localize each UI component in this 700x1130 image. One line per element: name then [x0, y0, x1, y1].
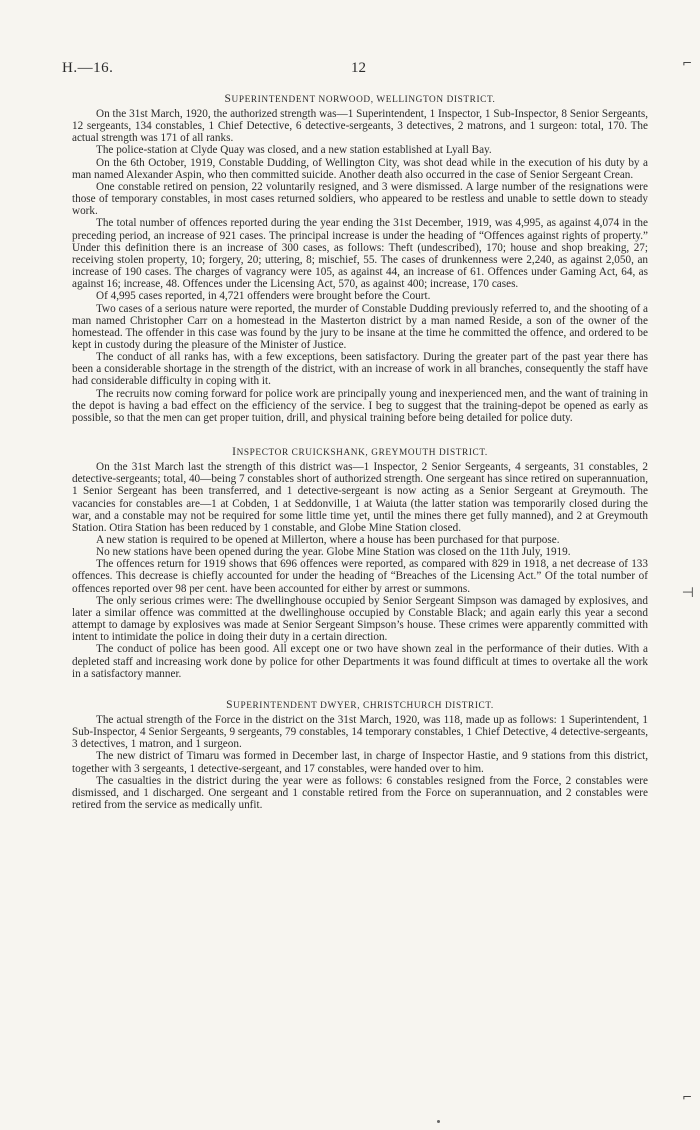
- paragraph: A new station is required to be opened at Millerton, where a house has been purchased for that purpose.: [96, 534, 560, 546]
- paragraph: The new district of Timaru was formed in December last, in charge of Inspector Hastie, and 9 stations from this district, together with 3 sergeants, 1 detective-sergeant, and 17 constables, were handed over to him.: [72, 750, 648, 775]
- margin-mark-icon: ⌐: [681, 56, 692, 70]
- paragraph: Of 4,995 cases reported, in 4,721 offenders were brought before the Court.: [96, 290, 431, 303]
- paragraph: The offences return for 1919 shows that 696 offences were reported, as compared with 829 in 1918, a net decrease of 133 offences. This decrease is chiefly accounted for under the heading of “Breaches of the Licensing Act.” Of the total number of offences reported over 98 per cent. have been accounted for either by arrest or summons.: [72, 558, 648, 595]
- section-christchurch: [72, 699, 648, 811]
- paragraph: The only serious crimes were: The dwellinghouse occupied by Senior Sergeant Simpson was damaged by explosives, and later a similar offence was committed at the dwellinghouse occupied by Constable Black; and again early this year a second attempt to damage by explosives was made at Senior Sergeant Simpson’s house. These crimes were apparently committed with intent to intimidate the police in doing their duty in a certain direction.: [72, 594, 648, 644]
- paragraph: The actual strength of the Force in the district on the 31st March, 1920, was 118, made up as follows: 1 Superintendent, 1 Sub-Inspector, 4 Senior Sergeants, 9 sergeants, 79 constables, 14 temporary constables, 1 Chief Detective, 4 detective-sergeants, 3 detectives, 1 matron, and 1 surgeon.: [72, 713, 648, 751]
- section-wellington: [72, 93, 648, 424]
- paragraph: One constable retired on pension, 22 voluntarily resigned, and 3 were dismissed. A large number of the resignations were those of temporary constables, in most cases returned soldiers, who appeared to be restless and unable to settle down to steady work.: [72, 180, 648, 218]
- section-heading: SUPERINTENDENT NORWOOD, WELLINGTON DISTRICT.: [224, 93, 496, 105]
- paragraph: The conduct of all ranks has, with a few exceptions, been satisfactory. During the greater part of the past year there has been a considerable shortage in the strength of the district, with an increase of work in all branches, consequently the staff have had considerable difficulty in coping with it.: [72, 351, 648, 388]
- paragraph: On the 31st March, 1920, the authorized strength was—1 Superintendent, 1 Inspector, 1 Sub-Inspector, 8 Senior Sergeants, 12 sergeants, 134 constables, 1 Chief Detective, 6 detective-sergeants, 3 detectives, 2 matrons, and 1 surgeon: total, 170. The actual strength was 171 of all ranks.: [72, 108, 648, 145]
- paragraph: The police-station at Clyde Quay was closed, and a new station established at Lyall Bay.: [96, 144, 492, 157]
- report-body: [72, 93, 648, 833]
- section-heading: INSPECTOR CRUICKSHANK, GREYMOUTH DISTRICT.: [232, 446, 488, 459]
- section-heading: SUPERINTENDENT DWYER, CHRISTCHURCH DISTRICT.: [226, 698, 494, 711]
- paragraph: Two cases of a serious nature were reported, the murder of Constable Dudding previously referred to, and the shooting of a man named Christopher Carr on a homestead in the Masterton district by a man named Reside, a son of the owner of the homestead. The offender in this case was found by the jury to be insane at the time he committed the offence, and ordered to be kept in custody during the pleasure of the Minister of Justice.: [72, 302, 648, 351]
- page-number: 12: [351, 60, 366, 76]
- paragraph: The casualties in the district during the year were as follows: 6 constables resigned from the Force, 2 constables were dismissed, and 1 discharged. One sergeant and 1 constable retired from the Force on superannuation, and 2 constables were retired from the service as medically unfit.: [72, 774, 648, 811]
- margin-mark-icon: ⊣: [681, 585, 694, 601]
- section-greymouth: [72, 446, 648, 680]
- paragraph: The total number of offences reported during the year ending the 31st December, 1919, was 4,995, as against 4,074 in the preceding period, an increase of 921 cases. The principal increase is under the heading of “Offences against rights of property.” Under this definition there is an increase of 300 cases, as follows: Theft (undescribed), 170; house and shop breaking, 27; receiving stolen property, 10; forgery, 20; uttering, 8; mischief, 55. The cases of drunkenness were 2,240, as against 2,050, an increase of 190 cases. The charges of vagrancy were 105, as against 44, an increase of 61. Offences under Gaming Act, 64, as against 16; increase, 48. Offences under the Licensing Act, 570, as against 400; increase, 170 cases.: [72, 217, 648, 291]
- paragraph: On the 31st March last the strength of this district was—1 Inspector, 2 Senior Sergeants, 4 sergeants, 31 constables, 2 detective-sergeants; total, 40—being 7 constables short of authorized strength. One sergeant has since retired on superannuation, 1 Senior Sergeant has been transferred, and 1 detective-sergeant is now acting as a Senior Sergeant at Greymouth. The vacancies for constables are—1 at Cobden, 1 at Seddonville, 1 at Waiuta (the latter station was temporarily closed during the war, and a constable may not be required for some little time yet, until the mines there get fully manned), and 2 at Greymouth Station. Otira Station has been reduced by 1 constable, and Globe Mine Station closed.: [72, 461, 648, 534]
- margin-mark-icon: ⌐: [681, 1090, 692, 1104]
- paragraph: On the 6th October, 1919, Constable Dudding, of Wellington City, was shot dead while in the execution of his duty by a man named Alexander Aspin, who then committed suicide. Another death also occurred in the case of Senior Sergeant Crean.: [72, 156, 648, 181]
- ink-speck: [437, 1120, 440, 1123]
- paragraph: The recruits now coming forward for police work are principally young and inexperienced men, and the want of training in the depot is having a bad effect on the efficiency of the service. I beg to suggest that the training-depot be opened as early as possible, so that the men can get proper tuition, drill, and physical training before being detailed for police duty.: [72, 387, 648, 424]
- paragraph: No new stations have been opened during the year. Globe Mine Station was closed on the 11th July, 1919.: [96, 546, 571, 559]
- page-reference: H.—16.: [62, 60, 114, 76]
- paragraph: The conduct of police has been good. All except one or two have shown zeal in the performance of their duties. With a depleted staff and increasing work done by police for other Departments it was found difficult at times to overtake all the work in a satisfactory manner.: [72, 643, 648, 680]
